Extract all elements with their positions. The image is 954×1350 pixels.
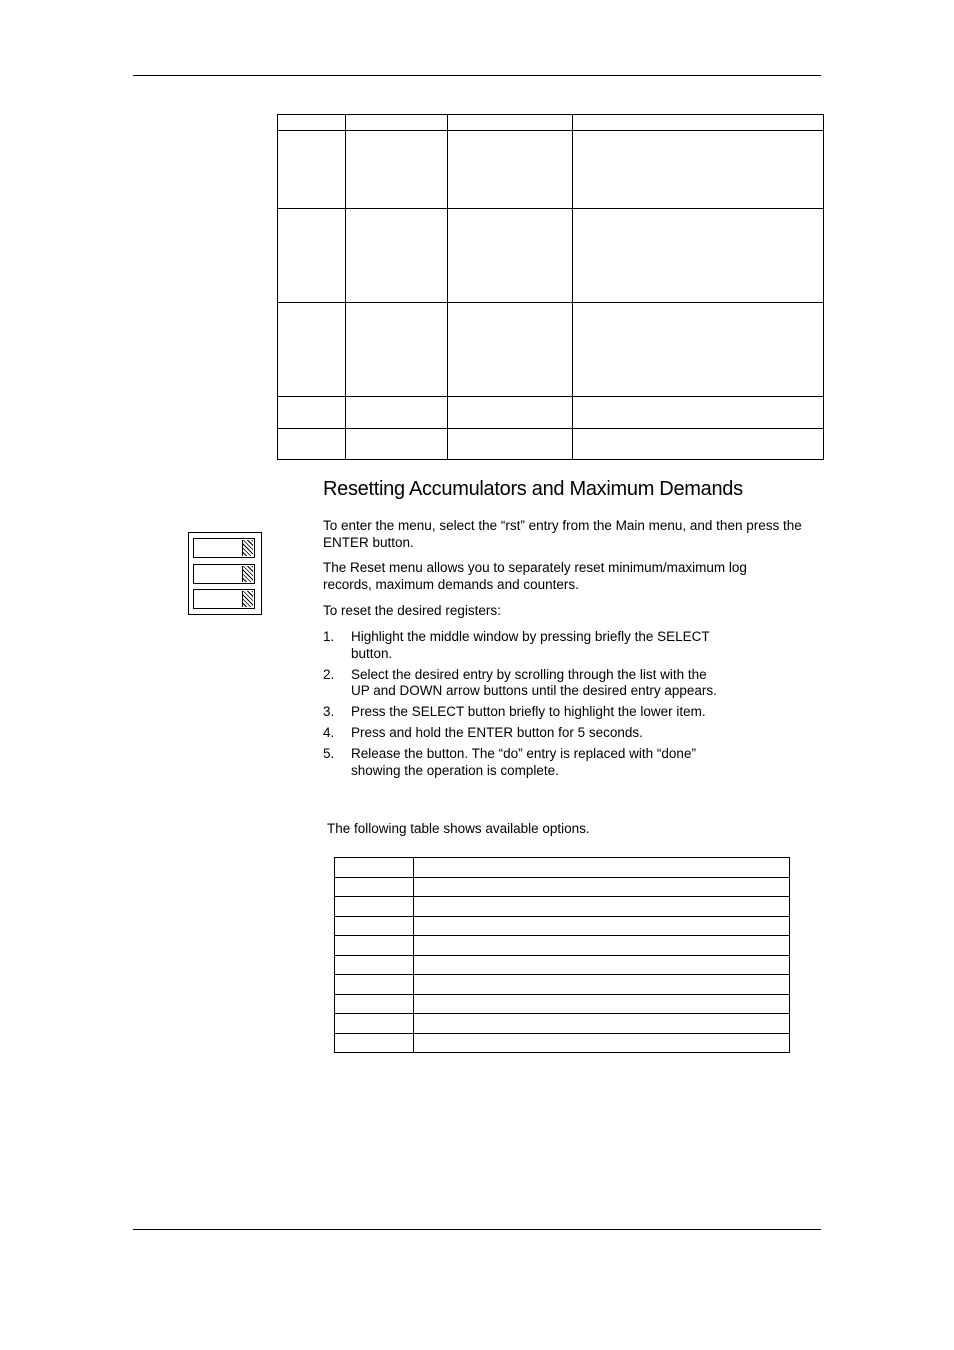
table-cell — [573, 131, 824, 209]
table-row — [278, 429, 824, 460]
table-cell — [573, 115, 824, 131]
table-row — [335, 994, 790, 1014]
table-cell — [278, 131, 346, 209]
table-cell — [278, 209, 346, 303]
table-cell — [278, 429, 346, 460]
table-row — [335, 975, 790, 995]
table-row — [278, 303, 824, 397]
step-text: Highlight the middle window by pressing briefly the SELECT button. — [351, 629, 710, 661]
upper-window — [193, 538, 255, 558]
section-heading: Resetting Accumulators and Maximum Demands — [323, 478, 743, 500]
table-cell — [448, 397, 573, 429]
table-cell — [414, 897, 790, 917]
header-rule — [133, 75, 821, 76]
table-cell — [335, 897, 414, 917]
step-number: 5. — [323, 746, 335, 761]
table-intro-paragraph: The following table shows available options. — [327, 821, 590, 836]
segment-indicator-icon — [242, 540, 253, 556]
table-cell — [573, 429, 824, 460]
table-cell — [414, 936, 790, 956]
table-cell — [573, 209, 824, 303]
table-cell — [414, 877, 790, 897]
table-cell — [335, 877, 414, 897]
table-cell — [448, 131, 573, 209]
table-cell — [573, 303, 824, 397]
footer-rule — [133, 1229, 821, 1230]
table-row — [335, 916, 790, 936]
table-cell — [346, 397, 448, 429]
table-row — [335, 897, 790, 917]
table-cell — [346, 303, 448, 397]
table-cell — [335, 994, 414, 1014]
table-cell — [346, 429, 448, 460]
table-row — [278, 397, 824, 429]
list-item — [323, 629, 723, 662]
table-row — [335, 955, 790, 975]
list-item — [323, 704, 723, 721]
lower-window — [193, 589, 255, 609]
step-text: Release the button. The “do” entry is replaced with “done” showing the operation is complete. — [351, 746, 696, 778]
table-row — [335, 1014, 790, 1034]
table-cell — [335, 1033, 414, 1053]
table-cell — [448, 429, 573, 460]
list-item — [323, 667, 723, 700]
table-cell — [414, 1033, 790, 1053]
table-cell — [346, 131, 448, 209]
table-cell — [573, 397, 824, 429]
step-text: Press the SELECT button briefly to highlight the lower item. — [351, 704, 706, 719]
table-row — [278, 131, 824, 209]
table-cell — [414, 916, 790, 936]
segment-indicator-icon — [242, 591, 253, 607]
middle-window — [193, 564, 255, 584]
table-cell — [335, 975, 414, 995]
table-cell — [278, 115, 346, 131]
step-number: 3. — [323, 704, 335, 719]
table-row — [278, 115, 824, 131]
list-item — [323, 746, 723, 779]
step-text: Press and hold the ENTER button for 5 seconds. — [351, 725, 643, 740]
table-cell — [448, 303, 573, 397]
steps-list — [323, 629, 723, 784]
options-table — [334, 857, 790, 1053]
display-icon — [188, 532, 262, 615]
step-number: 1. — [323, 629, 335, 644]
table-cell — [414, 1014, 790, 1034]
table-cell — [414, 955, 790, 975]
table-row — [335, 936, 790, 956]
intro-paragraph: To enter the menu, select the “rst” entry from the Main menu, and then press the ENTER button. — [323, 518, 802, 550]
to-reset-paragraph: To reset the desired registers: — [323, 603, 501, 618]
table-cell — [346, 115, 448, 131]
table-cell — [278, 397, 346, 429]
step-number: 4. — [323, 725, 335, 740]
table-cell — [335, 955, 414, 975]
table-cell — [335, 936, 414, 956]
table-cell — [414, 975, 790, 995]
table-row — [335, 1033, 790, 1053]
table-cell — [346, 209, 448, 303]
table-cell — [335, 858, 414, 878]
table-row — [278, 209, 824, 303]
reset-menu-paragraph: The Reset menu allows you to separately reset minimum/maximum log records, maximum demands and counters. — [323, 560, 747, 592]
segment-indicator-icon — [242, 566, 253, 582]
list-item — [323, 725, 723, 742]
table-cell — [414, 994, 790, 1014]
table-cell — [448, 115, 573, 131]
table-row — [335, 858, 790, 878]
step-text: Select the desired entry by scrolling through the list with the UP and DOWN arrow buttons until the desired entry appears. — [351, 666, 717, 698]
table-row — [335, 877, 790, 897]
table-cell — [278, 303, 346, 397]
step-number: 2. — [323, 666, 335, 682]
table-cell — [448, 209, 573, 303]
table-cell — [414, 858, 790, 878]
table-cell — [335, 916, 414, 936]
settings-table — [277, 114, 824, 460]
table-cell — [335, 1014, 414, 1034]
